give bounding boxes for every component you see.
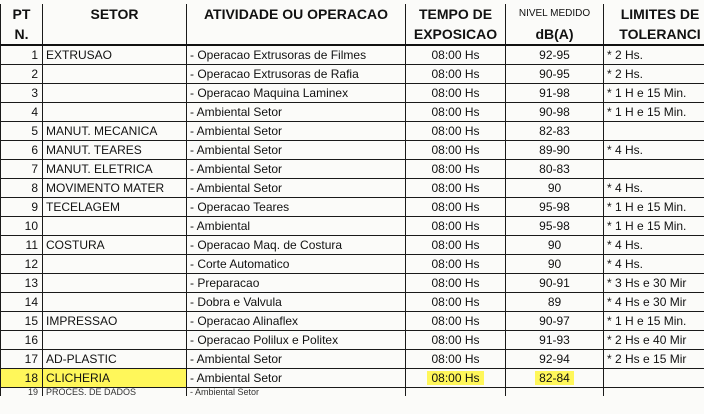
cell-setor <box>43 84 187 103</box>
table-row <box>1 274 704 293</box>
cell-atividade: - Operacao Maq. de Costura <box>187 236 406 255</box>
cell-setor: MANUT. TEARES <box>43 141 187 160</box>
cell-atividade: - Ambiental Setor <box>187 122 406 141</box>
cell-limite: * 4 Hs. <box>604 236 704 255</box>
cell-atividade: - Ambiental Setor <box>187 369 406 388</box>
cell-pt: 2 <box>1 65 43 84</box>
table-row <box>1 141 704 160</box>
cell-pt: 4 <box>1 103 43 122</box>
cell-tempo: 08:00 Hs <box>406 217 506 236</box>
cell-nivel: 80-83 <box>506 160 604 179</box>
cell-setor: MOVIMENTO MATER <box>43 179 187 198</box>
table-row <box>1 255 704 274</box>
header-tempo: TEMPO DE <box>406 4 506 24</box>
cell-tempo <box>406 369 506 388</box>
cell-pt: 15 <box>1 312 43 331</box>
cell-limite <box>604 369 704 388</box>
cell-tempo: 08:00 Hs <box>406 350 506 369</box>
cell-limite: * 4 Hs. <box>604 255 704 274</box>
cell-tempo: 08:00 Hs <box>406 103 506 122</box>
cell-cut <box>506 388 604 397</box>
cell-limite: * 1 H e 15 Min. <box>604 198 704 217</box>
cell-atividade: - Dobra e Valvula <box>187 293 406 312</box>
cell-pt: 7 <box>1 160 43 179</box>
table-row <box>1 293 704 312</box>
cell-setor <box>43 217 187 236</box>
cell-tempo: 08:00 Hs <box>406 293 506 312</box>
table-row <box>1 160 704 179</box>
header-setor-2 <box>43 24 187 45</box>
cell-setor: IMPRESSAO <box>43 312 187 331</box>
cell-nivel: 90 <box>506 179 604 198</box>
cell-atividade: - Corte Automatico <box>187 255 406 274</box>
cell-tempo: 08:00 Hs <box>406 198 506 217</box>
cell-limite: * 4 Hs e 30 Mir <box>604 293 704 312</box>
cell-pt: 16 <box>1 331 43 350</box>
cell-atividade: - Ambiental Setor <box>187 350 406 369</box>
table-row <box>1 84 704 103</box>
cell-nivel: 89 <box>506 293 604 312</box>
cell-atividade: - Preparacao <box>187 274 406 293</box>
cell-setor: EXTRUSAO <box>43 45 187 65</box>
cell-setor: AD-PLASTIC <box>43 350 187 369</box>
cell-pt: 5 <box>1 122 43 141</box>
cell-nivel: 91-93 <box>506 331 604 350</box>
header-exposicao: EXPOSICAO <box>406 24 506 45</box>
header-row-1 <box>1 4 704 24</box>
cell-nivel: 92-94 <box>506 350 604 369</box>
cell-atividade: - Operacao Polilux e Politex <box>187 331 406 350</box>
cell-nivel: 95-98 <box>506 217 604 236</box>
cell-setor: CLICHERIA <box>43 369 187 388</box>
table-row <box>1 312 704 331</box>
cell-atividade: - Operacao Extrusoras de Rafia <box>187 65 406 84</box>
cell-atividade: - Ambiental Setor <box>187 103 406 122</box>
cell-setor: COSTURA <box>43 236 187 255</box>
cell-pt: 10 <box>1 217 43 236</box>
header-row-2 <box>1 24 704 45</box>
cell-tempo: 08:00 Hs <box>406 160 506 179</box>
cell-limite: * 2 Hs e 40 Mir <box>604 331 704 350</box>
table-row <box>1 217 704 236</box>
highlighted-value: 82-84 <box>535 371 574 385</box>
cell-atividade: - Ambiental Setor <box>187 179 406 198</box>
cell-nivel: 82-83 <box>506 122 604 141</box>
cell-cut-pt: 19 <box>1 388 43 397</box>
header-limites: LIMITES DE <box>604 4 704 24</box>
cell-tempo: 08:00 Hs <box>406 255 506 274</box>
cell-pt: 6 <box>1 141 43 160</box>
header-atividade: ATIVIDADE OU OPERACAO <box>187 4 406 24</box>
table-row <box>1 65 704 84</box>
cell-pt: 12 <box>1 255 43 274</box>
header-dba: dB(A) <box>506 24 604 45</box>
cell-atividade: - Operacao Teares <box>187 198 406 217</box>
cell-cut-setor: PROCES. DE DADOS <box>43 388 187 397</box>
cell-tempo: 08:00 Hs <box>406 122 506 141</box>
cell-nivel: 90-98 <box>506 103 604 122</box>
cell-cut <box>406 388 506 397</box>
table-body <box>1 45 704 396</box>
header-pt-n: N. <box>1 24 43 45</box>
cell-pt: 1 <box>1 45 43 65</box>
table-row <box>1 122 704 141</box>
header-tolerancia: TOLERANCI <box>604 24 704 45</box>
cell-tempo: 08:00 Hs <box>406 274 506 293</box>
cell-atividade: - Operacao Extrusoras de Filmes <box>187 45 406 65</box>
cell-pt: 8 <box>1 179 43 198</box>
cell-atividade: - Ambiental <box>187 217 406 236</box>
cell-limite <box>604 160 704 179</box>
cell-pt: 11 <box>1 236 43 255</box>
cell-tempo: 08:00 Hs <box>406 65 506 84</box>
cell-limite: * 3 Hs e 30 Mir <box>604 274 704 293</box>
cell-limite: * 1 H e 15 Min. <box>604 217 704 236</box>
cell-setor <box>43 293 187 312</box>
cell-pt: 13 <box>1 274 43 293</box>
header-nivel: NIVEL MEDIDO <box>506 4 604 24</box>
cell-limite: * 1 H e 15 Min. <box>604 103 704 122</box>
table-row <box>1 350 704 369</box>
cell-nivel: 90 <box>506 236 604 255</box>
cell-tempo: 08:00 Hs <box>406 331 506 350</box>
cell-pt: 9 <box>1 198 43 217</box>
cell-limite: * 2 Hs e 15 Mir <box>604 350 704 369</box>
cell-pt: 18 <box>1 369 43 388</box>
cell-setor: TECELAGEM <box>43 198 187 217</box>
table-row <box>1 103 704 122</box>
cell-nivel: 90-97 <box>506 312 604 331</box>
cell-tempo: 08:00 Hs <box>406 84 506 103</box>
cell-setor <box>43 103 187 122</box>
cell-nivel: 92-95 <box>506 45 604 65</box>
cell-tempo: 08:00 Hs <box>406 45 506 65</box>
cell-limite: * 1 H e 15 Min. <box>604 84 704 103</box>
cell-limite: * 2 Hs. <box>604 45 704 65</box>
cell-nivel: 91-98 <box>506 84 604 103</box>
header-atividade-2 <box>187 24 406 45</box>
cell-setor <box>43 331 187 350</box>
table-row-cut <box>1 388 704 397</box>
table-row <box>1 369 704 388</box>
cell-nivel: 90 <box>506 255 604 274</box>
cell-nivel: 95-98 <box>506 198 604 217</box>
cell-limite: * 4 Hs. <box>604 141 704 160</box>
cell-cut <box>604 388 704 397</box>
cell-limite: * 2 Hs. <box>604 65 704 84</box>
cell-limite: * 1 H e 15 Min. <box>604 312 704 331</box>
cell-setor <box>43 255 187 274</box>
cell-tempo: 08:00 Hs <box>406 312 506 331</box>
cell-pt: 14 <box>1 293 43 312</box>
header-setor: SETOR <box>43 4 187 24</box>
table-row <box>1 236 704 255</box>
cell-setor <box>43 274 187 293</box>
cell-tempo: 08:00 Hs <box>406 141 506 160</box>
noise-level-table <box>0 4 704 396</box>
cell-atividade: - Ambiental Setor <box>187 141 406 160</box>
table-row <box>1 331 704 350</box>
cell-tempo: 08:00 Hs <box>406 236 506 255</box>
cell-setor: MANUT. ELETRICA <box>43 160 187 179</box>
cell-limite: * 4 Hs. <box>604 179 704 198</box>
cell-pt: 3 <box>1 84 43 103</box>
cell-limite <box>604 122 704 141</box>
cell-setor: MANUT. MECANICA <box>43 122 187 141</box>
cell-cut-atividade: - Ambiental Setor <box>187 388 406 397</box>
cell-nivel: 90-91 <box>506 274 604 293</box>
highlighted-value: 08:00 Hs <box>427 371 483 385</box>
cell-atividade: - Operacao Alinaflex <box>187 312 406 331</box>
cell-nivel: 90-95 <box>506 65 604 84</box>
cell-nivel <box>506 369 604 388</box>
cell-atividade: - Operacao Maquina Laminex <box>187 84 406 103</box>
table-row <box>1 198 704 217</box>
cell-pt: 17 <box>1 350 43 369</box>
cell-tempo: 08:00 Hs <box>406 179 506 198</box>
cell-setor <box>43 65 187 84</box>
table-row <box>1 179 704 198</box>
cell-nivel: 89-90 <box>506 141 604 160</box>
table-row <box>1 45 704 65</box>
cell-atividade: - Ambiental Setor <box>187 160 406 179</box>
header-pt: PT <box>1 4 43 24</box>
